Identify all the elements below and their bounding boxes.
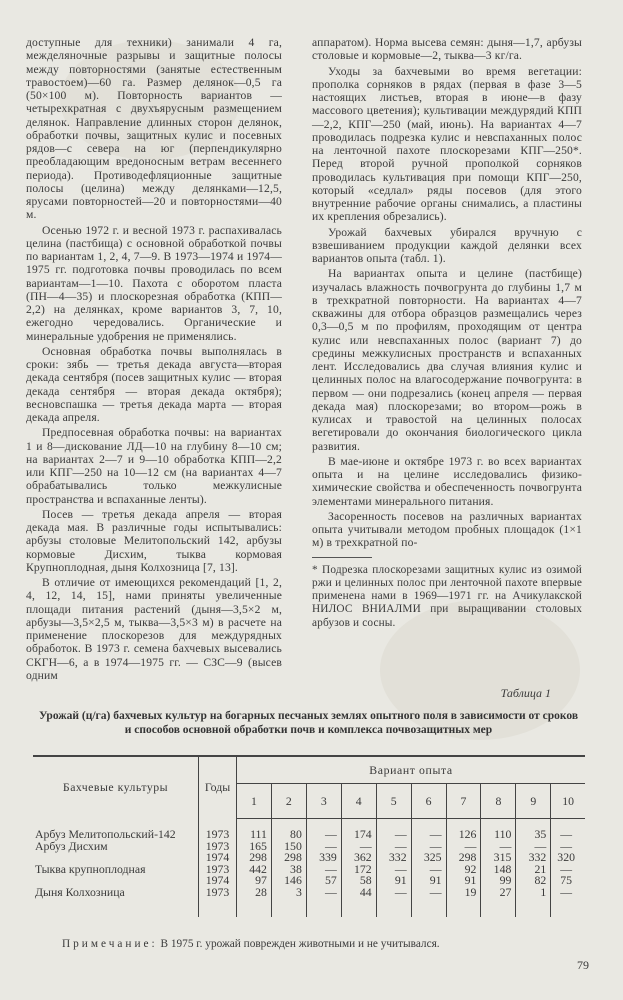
crop-name: Арбуз Мелитопольский-142 — [33, 819, 199, 841]
table-note-label: Примечание: — [62, 938, 158, 950]
yield-cell: 146 — [271, 875, 306, 887]
paragraph: Посев — третья декада апреля — вторая декада мая. В различные годы испытывались: арбузы столовые Мелитопольский 142, арбузы кормовые Дисхим, тыква кормовая Крупноплодная, дыня Колхозница [7, 13]. — [26, 507, 282, 574]
yield-cell: 27 — [481, 887, 516, 899]
yield-cell: 315 — [481, 852, 516, 864]
yield-cell: 298 — [271, 852, 306, 864]
yield-cell: — — [411, 841, 446, 853]
yield-cell: — — [411, 819, 446, 841]
yield-cell: 92 — [446, 864, 481, 876]
yield-cell: — — [306, 841, 341, 853]
yield-cell: — — [560, 861, 573, 876]
column-header-year: Годы — [199, 756, 237, 819]
yield-cell: 82 — [516, 875, 551, 887]
yield-cell: 165 — [237, 841, 272, 853]
table-row-spacer — [33, 899, 585, 917]
paragraph: На вариантах опыта и целине (пастбище) изучалась влажность почвогрунта до глубины 1,7 м в трехкратной повторности. На вариантах 4—7 скважины для отбора образцов размещались через 0,3—0,5 м по профилям, проходящим от центра кулис или невспаханных полос (вариант 7) до средины межкулисных пространств и вспаханных лент. Исследовались два случая влияния кулис и целинных полос на влагосодержание почвогрунта: в первом — они подрезались (конец апреля — первая декада мая) плоскорезами; во втором—рожь в кулисах и травостой на целинных полосах вегетировали до окончания биологического цикла развития. — [312, 267, 582, 453]
yield-table — [33, 755, 585, 917]
table-label: Таблица 1 — [500, 686, 551, 700]
column-header-variant-group: Вариант опыта — [237, 756, 586, 784]
yield-cell: 298 — [237, 852, 272, 864]
paragraph: Засоренность посевов на различных вариантах опыта учитывали методом пробных площадок (1×1 м) в трехкратной по- — [312, 509, 582, 550]
yield-cell: 99 — [481, 875, 516, 887]
yield-cell: 21 — [516, 864, 551, 876]
paragraph: доступные для техники) занимали 4 га, межделяночные разрывы и защитные полосы между повторностями (занятые естественным травостоем)—60 га. Размер делянок—0,5 га (50×100 м). Повторность вариантов — четырехкратная с двухъярусным размещением делянок. Направление длинных сторон делянок, обработки почвы, защитных кулис и посевных рядов—с севера на юг (перпендикулярно преобладающим вредоносным ветрам весеннего периода). Противодефляционные защитные полосы (целина) между делянками—12,5, ярусами повторностей—20 и повторностями—40 м. — [26, 36, 282, 222]
yield-cell: 174 — [341, 819, 376, 841]
left-text-column — [26, 36, 282, 682]
paragraph: Урожай бахчевых убирался вручную с взвешиванием продукции каждой делянки всех вариантов опыта (табл. 1). — [312, 225, 582, 265]
yield-cell: 325 — [411, 852, 446, 864]
column-header-crop: Бахчевые культуры — [33, 756, 199, 819]
table-row — [33, 887, 585, 899]
yield-cell: 320 — [557, 850, 575, 865]
yield-cell: 111 — [237, 819, 272, 841]
column-header-variant: 8 — [481, 784, 516, 819]
right-text-column — [312, 36, 582, 630]
yield-cell: — — [481, 841, 516, 853]
yield-cell: — — [446, 841, 481, 853]
paragraph: аппаратом). Норма высева семян: дыня—1,7, арбузы столовые и кормовые—2, тыква—3 кг/га. — [312, 36, 582, 63]
yield-cell: 91 — [411, 875, 446, 887]
yield-cell: — — [560, 884, 573, 899]
crop-name: Тыква крупноплодная — [33, 864, 199, 876]
table-title: Урожай (ц/га) бахчевых культур на богарных песчаных землях опытного поля в зависимости от сроков и способов основной обработки почв и комплекса почвозащитных мер — [38, 710, 579, 736]
yield-cell: — — [306, 864, 341, 876]
yield-cell: 3 — [271, 887, 306, 899]
paragraph: Основная обработка почвы выполнялась в сроки: зябь — третья декада августа—вторая декада сентября (посев защитных кулис — вторая декада сентября — вторая декада октября); весновспашка — третья декада марта — вторая декада апреля. — [26, 344, 282, 424]
yield-cell: — — [376, 887, 411, 899]
yield-cell: — — [306, 819, 341, 841]
year-cell: 1973 — [199, 841, 237, 853]
yield-cell: 28 — [237, 887, 272, 899]
paragraph: В отличие от имеющихся рекомендаций [1, 2, 4, 12, 14, 15], нами приняты увеличенные площади питания растений (дыня—3,5×2 м, арбузы—3,5×2,5 м, тыква—3,5×3 м) в расчете на применение плоскорезов для междурядных обработок. В 1973 г. семена бахчевых высевались СКГН—6, а в 1974—1975 гг. — СЗС—9 (высев одним — [26, 576, 282, 682]
yield-cell: — — [376, 864, 411, 876]
yield-cell: 58 — [341, 875, 376, 887]
column-header-variant: 5 — [376, 784, 411, 819]
paragraph: Предпосевная обработка почвы: на вариантах 1 и 8—дискование ЛД—10 на глубину 8—10 см; на вариантах 2—7 и 9—10 обработка КПП—2,2 или КПГ—250 на 10—12 см (на вариантах 4—7 обрабатывались только межкулисные пространства и вспаханные ленты). — [26, 426, 282, 506]
column-header-variant: 4 — [341, 784, 376, 819]
yield-cell: — — [560, 838, 573, 853]
yield-cell: 19 — [446, 887, 481, 899]
yield-cell: 172 — [341, 864, 376, 876]
yield-cell: 44 — [341, 887, 376, 899]
yield-cell: 110 — [481, 819, 516, 841]
table-note-text: В 1975 г. урожай поврежден животными и не учитывался. — [157, 938, 440, 950]
column-header-variant: 9 — [516, 784, 551, 819]
yield-cell: — — [341, 841, 376, 853]
yield-cell: 97 — [237, 875, 272, 887]
year-cell: 1973 — [199, 864, 237, 876]
yield-cell: 442 — [237, 864, 272, 876]
year-cell: 1974 — [199, 852, 237, 864]
yield-cell: 362 — [341, 852, 376, 864]
paragraph: Уходы за бахчевыми во время вегетации: прополка сорняков в рядах (первая в фазе 3—5 настоящих листьев, вторая в июне—в фазу массового цветения); культивации междурядий КПП—2,2, КПГ—250 (май, июнь). На вариантах 4—7 проводилась подрезка кулис и невспаханных полос на ленточной пахоте плоскорезами КПГ—250*. Перед второй ручной прополкой сорняков проводилась культивация при помощи КПГ—250, который «седлал» ряды посевов (для этого внутренние рабочие органы снимались, а пластины их крепления обрезались). — [312, 64, 582, 224]
yield-cell: 126 — [446, 819, 481, 841]
yield-cell: 150 — [271, 841, 306, 853]
yield-cell: — — [306, 887, 341, 899]
footnote-divider — [312, 557, 372, 558]
yield-cell: 91 — [446, 875, 481, 887]
year-cell: 1973 — [199, 887, 237, 899]
yield-cell: — — [516, 841, 551, 853]
yield-cell: — — [560, 827, 573, 841]
page-number: 79 — [577, 958, 589, 972]
yield-cell: 1 — [516, 887, 551, 899]
column-header-variant: 2 — [271, 784, 306, 819]
paragraph: Осенью 1972 г. и весной 1973 г. распахивалась целина (пастбища) с основной обработкой почвы по вариантам 1, 2, 4, 7—9. В 1973—1974 и 1974—1975 гг. подготовка почвы проводилась по всем вариантам—1—10. Пахота с оборотом пласта (ПН—4—35) и плоскорезная обработка (КПП—2,2) на делянках, кроме вариантов 3, 7, 10, ежегодно чередовались. Органические и минеральные удобрения не применялись. — [26, 223, 282, 343]
table-row — [33, 819, 585, 841]
year-cell: 1974 — [199, 875, 237, 887]
yield-cell: — — [411, 864, 446, 876]
yield-cell: — — [376, 819, 411, 841]
column-header-variant: 1 — [237, 784, 272, 819]
yield-cell: 80 — [271, 819, 306, 841]
footnote: * Подрезка плоскорезами защитных кулис из озимой ржи и целинных полос при ленточной пахоте впервые применена нами в 1969—1971 гг. на Ачикулакской НИЛОС ВНИАЛМИ при выращивании столовых арбузов и сосны. — [312, 563, 582, 629]
yield-cell: 148 — [481, 864, 516, 876]
yield-cell: 339 — [306, 852, 341, 864]
table-note — [62, 938, 440, 950]
paragraph: В мае-июне и октябре 1973 г. во всех вариантах опыта и на целине исследовались физико-химические свойства и обеспеченность почвогрунта элементами минерального питания. — [312, 454, 582, 508]
column-header-variant: 7 — [446, 784, 481, 819]
yield-cell: — — [376, 841, 411, 853]
year-cell: 1973 — [199, 819, 237, 841]
yield-cell: 332 — [376, 852, 411, 864]
yield-cell: 38 — [271, 864, 306, 876]
yield-cell: 298 — [446, 852, 481, 864]
yield-cell: — — [411, 887, 446, 899]
crop-name: Арбуз Дисхим — [33, 841, 199, 853]
yield-cell: 35 — [516, 819, 551, 841]
yield-cell: 75 — [560, 873, 573, 888]
yield-cell: 57 — [306, 875, 341, 887]
crop-name: Дыня Колхозница — [33, 887, 199, 899]
yield-cell: 332 — [516, 852, 551, 864]
column-header-variant: 10 — [551, 784, 585, 819]
column-header-variant: 6 — [411, 784, 446, 819]
column-header-variant: 3 — [306, 784, 341, 819]
yield-cell: 91 — [376, 875, 411, 887]
